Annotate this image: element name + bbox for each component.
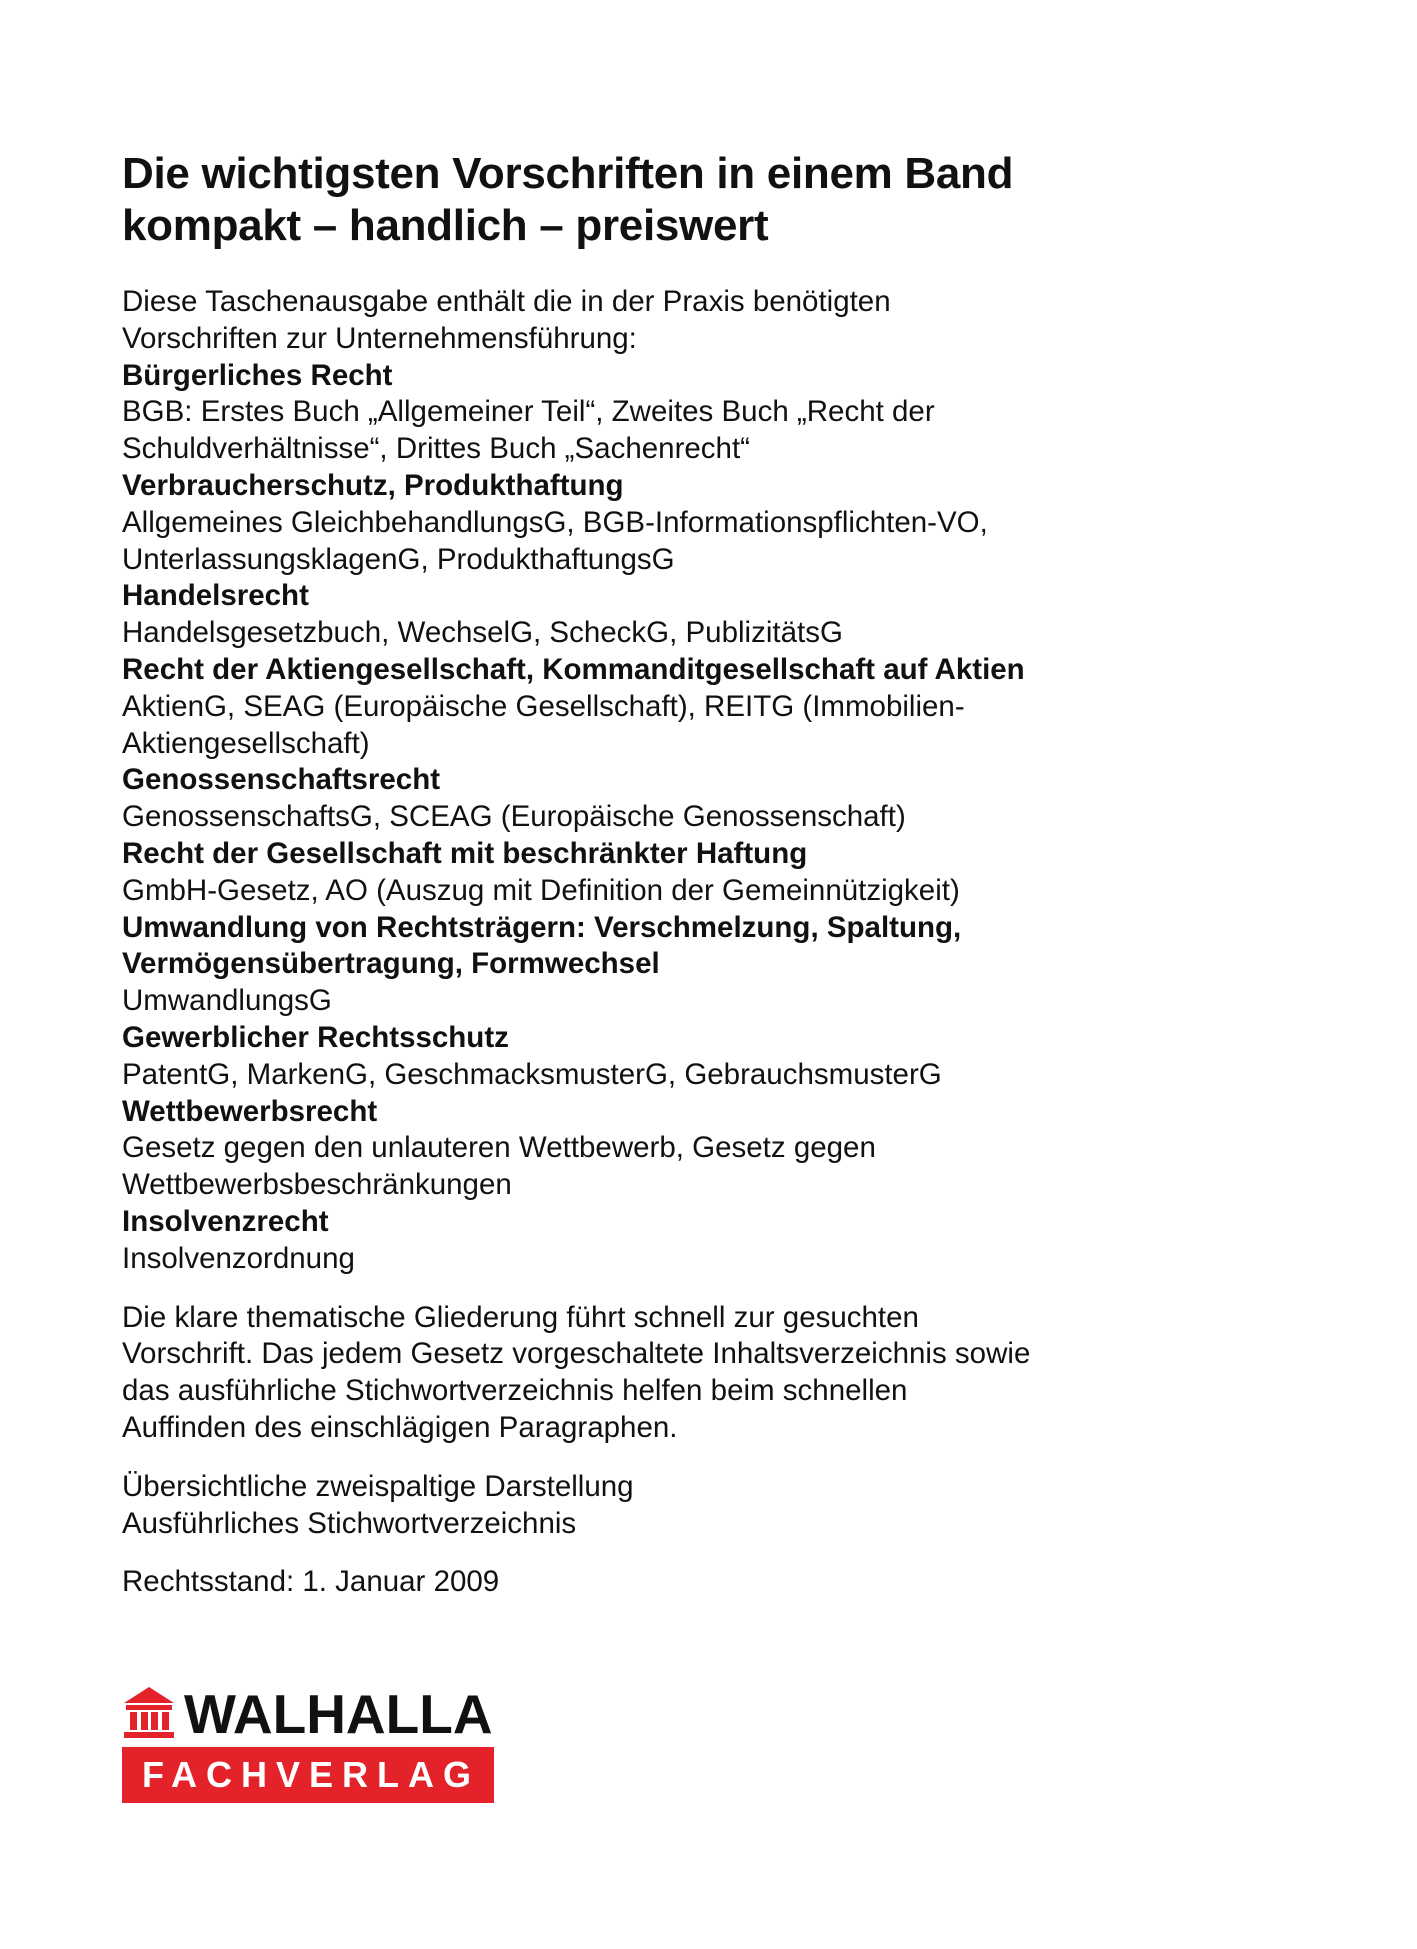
closing-paragraph xyxy=(122,1300,1302,1447)
legal-status: Rechtsstand: 1. Januar 2009 xyxy=(122,1565,500,1599)
section-body: UnterlassungsklagenG, ProdukthaftungsG xyxy=(122,542,675,576)
section-body: GmbH-Gesetz, AO (Auszug mit Definition der Gemeinnützigkeit) xyxy=(122,873,960,907)
section-body: UmwandlungsG xyxy=(122,984,332,1018)
section-body: Aktiengesellschaft) xyxy=(122,726,370,760)
headline xyxy=(122,148,1302,252)
law-section xyxy=(122,1094,1302,1204)
section-body: GenossenschaftsG, SCEAG (Europäische Genossenschaft) xyxy=(122,800,906,834)
logo-top-row xyxy=(122,1683,504,1745)
section-body: Handelsgesetzbuch, WechselG, ScheckG, PublizitätsG xyxy=(122,616,843,650)
section-title: Vermögensübertragung, Formwechsel xyxy=(122,947,660,981)
section-body: Schuldverhältnisse“, Drittes Buch „Sachenrecht“ xyxy=(122,432,750,466)
section-title: Recht der Gesellschaft mit beschränkter Haftung xyxy=(122,836,808,870)
section-body: BGB: Erstes Buch „Allgemeiner Teil“, Zweites Buch „Recht der xyxy=(122,395,935,429)
section-title: Genossenschaftsrecht xyxy=(122,763,441,797)
section-title: Gewerblicher Rechtsschutz xyxy=(122,1020,509,1054)
headline-line-2: kompakt – handlich – preiswert xyxy=(122,201,769,250)
section-title: Recht der Aktiengesellschaft, Kommanditgesellschaft auf Aktien xyxy=(122,652,1025,686)
law-section xyxy=(122,762,1302,836)
main-content xyxy=(122,148,1302,1601)
section-title: Insolvenzrecht xyxy=(122,1204,329,1238)
section-title: Handelsrecht xyxy=(122,579,309,613)
headline-line-1: Die wichtigsten Vorschriften in einem Band xyxy=(122,149,1014,198)
law-section xyxy=(122,468,1302,578)
intro-line-2: Vorschriften zur Unternehmensführung: xyxy=(122,321,637,355)
section-body: Gesetz gegen den unlauteren Wettbewerb, Gesetz gegen xyxy=(122,1131,876,1165)
logo-fachverlag-text: FACHVERLAG xyxy=(142,1754,481,1795)
closing-line-2: Vorschrift. Das jedem Gesetz vorgeschaltete Inhaltsverzeichnis sowie xyxy=(122,1337,1031,1371)
closing-line-3: das ausführliche Stichwortverzeichnis helfen beim schnellen xyxy=(122,1374,908,1408)
section-title: Bürgerliches Recht xyxy=(122,358,393,392)
section-body: Insolvenzordnung xyxy=(122,1241,355,1275)
section-body: AktienG, SEAG (Europäische Gesellschaft), REITG (Immobilien- xyxy=(122,689,965,723)
law-section xyxy=(122,836,1302,910)
logo-fachverlag-box xyxy=(122,1747,494,1803)
law-section xyxy=(122,910,1302,1020)
closing-line-1: Die klare thematische Gliederung führt schnell zur gesuchten xyxy=(122,1300,919,1334)
section-title: Umwandlung von Rechtsträgern: Verschmelzung, Spaltung, xyxy=(122,910,962,944)
section-body: PatentG, MarkenG, GeschmacksmusterG, GebrauchsmusterG xyxy=(122,1057,942,1091)
section-title: Wettbewerbsrecht xyxy=(122,1094,378,1128)
law-sections-list xyxy=(122,358,1302,1278)
intro-paragraph xyxy=(122,284,1302,358)
section-title: Verbraucherschutz, Produkthaftung xyxy=(122,468,624,502)
law-section xyxy=(122,1020,1302,1094)
temple-icon xyxy=(122,1685,176,1739)
law-section xyxy=(122,578,1302,652)
walhalla-logo xyxy=(122,1685,504,1793)
logo-wordmark: WALHALLA xyxy=(184,1683,493,1745)
feature-line-2: Ausführliches Stichwortverzeichnis xyxy=(122,1506,577,1540)
law-section xyxy=(122,652,1302,762)
law-section xyxy=(122,358,1302,468)
closing-line-4: Auffinden des einschlägigen Paragraphen. xyxy=(122,1410,678,1444)
section-body: Wettbewerbsbeschränkungen xyxy=(122,1168,512,1202)
feature-line-1: Übersichtliche zweispaltige Darstellung xyxy=(122,1469,634,1503)
features-paragraph xyxy=(122,1469,1302,1543)
law-section xyxy=(122,1204,1302,1278)
intro-line-1: Diese Taschenausgabe enthält die in der Praxis benötigten xyxy=(122,285,891,318)
section-body: Allgemeines GleichbehandlungsG, BGB-Informationspflichten-VO, xyxy=(122,505,988,539)
